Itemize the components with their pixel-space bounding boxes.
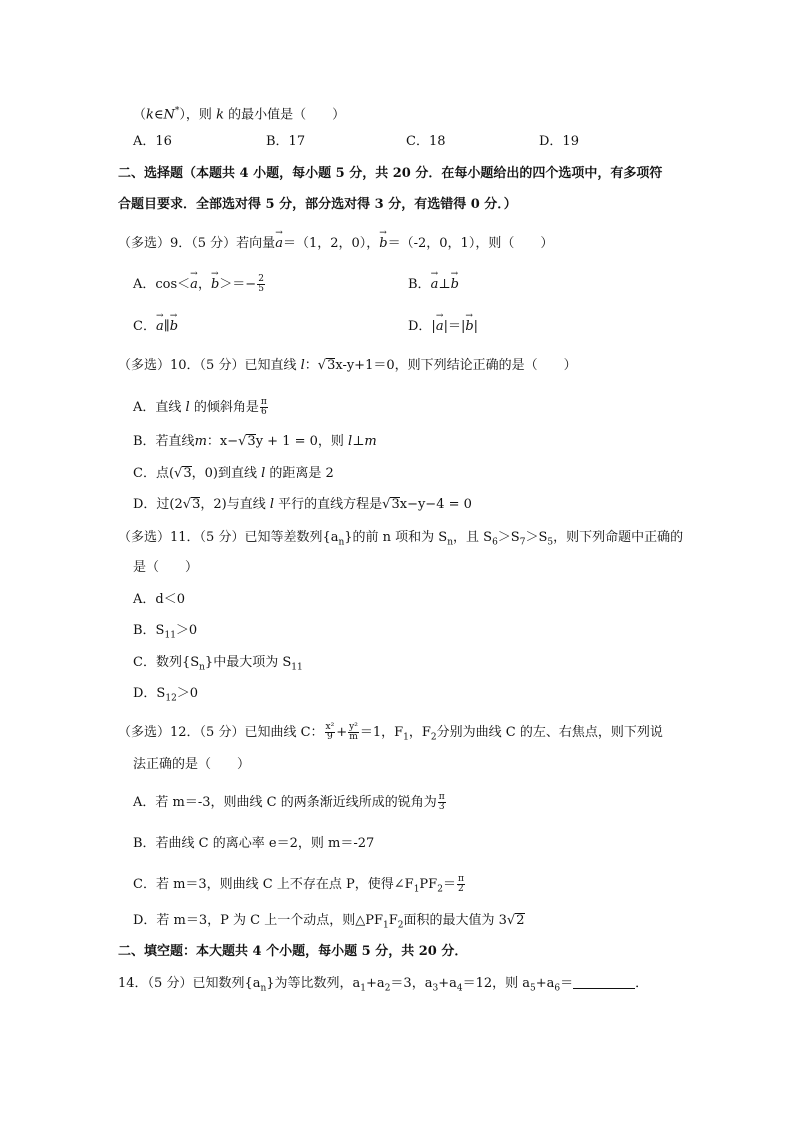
q12-f2-num: y² bbox=[349, 722, 358, 732]
q14-s4: 4 bbox=[456, 983, 463, 994]
q12-f1sub: 1 bbox=[403, 732, 409, 743]
q12-d-s2: 2 bbox=[397, 920, 404, 931]
q10-d-mid2: 平行的直线方程是 bbox=[274, 497, 383, 512]
q10-stem: （多选）10．（5 分）已知直线 l：√3x-y+1＝0，则下列结论正确的是（ ） bbox=[118, 358, 577, 373]
q12-f2-den: m bbox=[349, 732, 358, 742]
q11-s6: 6 bbox=[492, 537, 498, 548]
q11-d-pre: D．S bbox=[133, 686, 166, 701]
q14-s5: 5 bbox=[530, 983, 536, 994]
q11-s5: 5 bbox=[547, 537, 554, 548]
q9-stem bbox=[118, 234, 553, 254]
q12-d-post: 面积的最大值为 3 bbox=[403, 913, 507, 928]
q10-c-l: l bbox=[261, 466, 266, 481]
q9-d-vec-b: → b bbox=[465, 317, 473, 337]
q9-prefix: （多选）9．（5 分）若向量 bbox=[118, 236, 276, 251]
q11-d-post: ＞0 bbox=[176, 686, 199, 701]
q10-d-sqrt3: 3 bbox=[192, 497, 201, 512]
q12-c-fraction bbox=[457, 875, 465, 894]
q10-b-m: m bbox=[194, 434, 207, 449]
q12-d-mid: F bbox=[388, 913, 398, 928]
q10-colon: ： bbox=[304, 358, 318, 373]
q12-frac-y bbox=[348, 723, 359, 742]
q13-option-b: B．17 bbox=[266, 134, 306, 149]
q10-prefix: （多选）10．（5 分）已知直线 bbox=[118, 358, 301, 373]
q12-a-fraction bbox=[438, 793, 446, 812]
q13-rest: 的最小值是（ ） bbox=[228, 107, 346, 123]
q14-e2: ＝12，则 a bbox=[462, 976, 531, 991]
q14-s6: 6 bbox=[554, 983, 561, 994]
q12-a-num: π bbox=[438, 792, 445, 802]
q9-b-vec-a: → a bbox=[431, 275, 439, 295]
q10-a-num: π bbox=[260, 397, 267, 407]
section2-line2: 合题目要求．全部选对得 5 分，部分选对得 3 分，有选错得 0 分．） bbox=[118, 197, 517, 212]
q10-a-fraction bbox=[260, 398, 268, 417]
q12-c-s1: 1 bbox=[413, 884, 420, 895]
q12-c-eq: ＝ bbox=[442, 877, 456, 892]
q11-option-d bbox=[133, 684, 198, 709]
q14-e1: ＝3，a bbox=[390, 976, 433, 991]
q9-c-vec-a: → a bbox=[156, 317, 164, 337]
q9-vec-a: → a bbox=[275, 234, 283, 254]
q10-option-d: D．过(2√3，2)与直线 l 平行的直线方程是√3x−y−4 = 0 bbox=[133, 497, 472, 512]
q10-b-eq2: y + 1 = 0，则 bbox=[255, 434, 349, 449]
q12-frac-x bbox=[325, 723, 336, 742]
q12-c-den: 2 bbox=[458, 884, 464, 894]
q12-option-d: D．若 m＝3，P 为 C 上一个动点，则$\triangle PF_1F_2$面积的最大值为 3√2 bbox=[133, 913, 525, 931]
q11-gt1: ＞S bbox=[497, 530, 520, 545]
q13-option-d: D．19 bbox=[539, 134, 579, 149]
q10-a-den: 6 bbox=[260, 407, 267, 417]
q12-option-a bbox=[133, 793, 447, 813]
q13-suffix: ），则 bbox=[179, 107, 212, 123]
q11-line1: （多选）11．（5 分）已知等差数列{a bbox=[118, 530, 339, 545]
q9-a-label: A．cos＜ bbox=[133, 277, 191, 292]
q14-p1: +a bbox=[366, 976, 385, 991]
q10-b-pre: B．若直线 bbox=[133, 434, 195, 449]
q11-b-pre: B．S bbox=[133, 623, 165, 638]
q12-comma: ，F bbox=[408, 725, 431, 740]
q11-line1b: }的前 n 项和为 S bbox=[344, 530, 448, 545]
q12-suffix: ＝1，F bbox=[359, 725, 404, 740]
q10-option-b: B．若直线m：x−√3y + 1 = 0，则 l⊥m bbox=[133, 434, 377, 449]
q10-b-perp: l⊥m bbox=[348, 434, 377, 449]
q13-prefix: （ bbox=[133, 107, 147, 123]
q9-option-c bbox=[133, 317, 178, 337]
q11-b-post: ＞0 bbox=[175, 623, 198, 638]
q10-d-l: l bbox=[269, 497, 275, 512]
q10-sqrt3: 3 bbox=[327, 358, 336, 373]
q9-option-b bbox=[408, 275, 459, 295]
q14-s3: 3 bbox=[432, 983, 439, 994]
q10-eq: x-y+1＝0，则下列结论正确的是（ ） bbox=[335, 358, 577, 373]
q11-option-b bbox=[133, 621, 197, 646]
q11-line2: 是（ ） bbox=[133, 560, 199, 575]
q12-f1-den: 9 bbox=[327, 732, 333, 742]
q13-tail bbox=[133, 101, 345, 125]
q9-a-fraction bbox=[257, 275, 265, 294]
q9-b-val: ＝（-2，0，1），则（ ） bbox=[387, 236, 554, 251]
q10-d-post: x−y−4 = 0 bbox=[399, 497, 472, 512]
q12-d-pre: D．若 m＝3，P 为 C 上一个动点，则△PF bbox=[133, 913, 384, 928]
q10-d-pre: D．过(2 bbox=[133, 497, 183, 512]
q10-b-eq1: ：x− bbox=[206, 434, 239, 449]
q9-d-mid: |＝| bbox=[443, 319, 466, 334]
q11-c-sub: n bbox=[199, 662, 205, 673]
q9-a-val: ＝（1，2，0）， bbox=[282, 236, 380, 251]
q10-option-c: C．点(√3，0)到直线 l 的距离是 2 bbox=[133, 466, 334, 481]
q9-a-vec-b: → b bbox=[211, 275, 219, 295]
q10-a-post: 的倾斜角是 bbox=[189, 400, 259, 415]
q12-d-s1: 1 bbox=[383, 920, 389, 931]
q14-answer-blank[interactable] bbox=[573, 974, 635, 989]
q9-a-end: ＞＝− bbox=[219, 277, 257, 292]
q12-c-s2: 2 bbox=[437, 884, 443, 895]
q13-star: * bbox=[174, 106, 180, 116]
q14-s1: 1 bbox=[360, 983, 367, 994]
q10-c-pre: C．点( bbox=[133, 466, 175, 481]
section2-line1: 二、选择题（本题共 4 小题，每小题 5 分，共 20 分．在每小题给出的四个选项中，有多项符 bbox=[118, 166, 663, 181]
q12-c-mid: PF bbox=[419, 877, 438, 892]
q13-k: k bbox=[216, 107, 224, 123]
q11-line1d: ，则下列命题中正确的 bbox=[553, 530, 684, 545]
q9-d-end: | bbox=[473, 319, 479, 334]
q12-plus: + bbox=[336, 725, 348, 740]
q12-option-c bbox=[133, 875, 466, 900]
q14-s2: 2 bbox=[384, 983, 391, 994]
q14-pre: 14．（5 分）已知数列{a bbox=[118, 976, 261, 991]
q13-option-a: A．16 bbox=[133, 134, 172, 149]
q9-a-mid: ， bbox=[197, 277, 211, 292]
q12-a-den: 3 bbox=[438, 802, 445, 812]
q9-b-perp: ⊥ bbox=[438, 277, 451, 292]
q9-c-parallel: ∥ bbox=[163, 319, 170, 334]
q12-d-sqrt: 2 bbox=[516, 913, 525, 928]
q12-c-pre: C．若 m＝3，则曲线 C 上不存在点 P，使得∠F bbox=[133, 877, 414, 892]
q10-a-pre: A．直线 bbox=[133, 400, 186, 415]
q13-kset: k∈N bbox=[146, 107, 175, 123]
q12-a-pre: A．若 m＝-3，则曲线 C 的两条渐近线所成的锐角为 bbox=[133, 795, 437, 810]
q10-d-sqrt3b: 3 bbox=[391, 497, 400, 512]
q9-b-label: B． bbox=[408, 277, 431, 292]
q14-stem bbox=[118, 974, 648, 999]
q9-option-d bbox=[408, 317, 478, 337]
q12-prefix: （多选）12．（5 分）已知曲线 C： bbox=[118, 725, 324, 740]
q9-c-vec-b: → b bbox=[170, 317, 178, 337]
q9-d-label: D．| bbox=[408, 319, 436, 334]
q9-b-vec-b: → b bbox=[451, 275, 459, 295]
q14-p2: +a bbox=[438, 976, 457, 991]
q11-c-pre: C．数列{S bbox=[133, 655, 200, 670]
q9-c-label: C． bbox=[133, 319, 156, 334]
q10-c-sqrt3: 3 bbox=[183, 466, 192, 481]
q11-n-sub: n bbox=[338, 537, 345, 548]
q10-d-mid: ，2)与直线 bbox=[200, 497, 270, 512]
section3-heading: 二、填空题：本大题共 4 个小题，每小题 5 分，共 20 分． bbox=[118, 944, 468, 959]
q9-a-vec-a: → a bbox=[190, 275, 198, 295]
q12-c-num: π bbox=[457, 874, 464, 884]
q9-d-vec-a: → a bbox=[436, 317, 444, 337]
q14-end: ． bbox=[635, 976, 649, 991]
q9-option-a bbox=[133, 275, 266, 295]
q9-vec-b: → b bbox=[379, 234, 387, 254]
q12-f2sub: 2 bbox=[430, 732, 437, 743]
q12-line2: 法正确的是（ ） bbox=[133, 757, 251, 772]
q11-s7: 7 bbox=[519, 537, 526, 548]
q14-mid: }为等比数列，a bbox=[266, 976, 361, 991]
q11-n-sub2: n bbox=[447, 537, 454, 548]
q10-option-a bbox=[133, 398, 269, 418]
q13-option-c: C．18 bbox=[406, 134, 446, 149]
q11-d-sub: 12 bbox=[165, 693, 177, 704]
q11-stem bbox=[118, 528, 683, 553]
q11-c-mid: }中最大项为 S bbox=[204, 655, 292, 670]
q11-c-sub2: 11 bbox=[291, 662, 303, 673]
q11-option-c bbox=[133, 653, 303, 678]
q9-a-den: 5 bbox=[258, 284, 264, 294]
q14-p3: +a bbox=[535, 976, 555, 991]
q11-line1c: ，且 S bbox=[453, 530, 493, 545]
q12-stem bbox=[118, 723, 663, 748]
q12-suffix2: 分别为曲线 C 的左、右焦点，则下列说 bbox=[436, 725, 663, 740]
q9-a-num: 2 bbox=[258, 274, 264, 284]
q12-f1-num: x² bbox=[325, 722, 335, 732]
q11-b-sub: 11 bbox=[164, 630, 176, 641]
q10-l: l bbox=[300, 358, 305, 373]
q10-c-mid: ，0)到直线 bbox=[191, 466, 262, 481]
q10-a-l: l bbox=[185, 400, 190, 415]
q14-e3: ＝ bbox=[560, 976, 574, 991]
q10-b-sqrt3: 3 bbox=[247, 434, 256, 449]
q10-c-post: 的距离是 2 bbox=[265, 466, 334, 481]
q14-n: n bbox=[260, 983, 267, 994]
q11-option-a: A．d＜0 bbox=[133, 592, 185, 607]
q12-option-b: B．若曲线 C 的离心率 e＝2，则 m＝-27 bbox=[133, 836, 375, 851]
q11-gt2: ＞S bbox=[525, 530, 548, 545]
